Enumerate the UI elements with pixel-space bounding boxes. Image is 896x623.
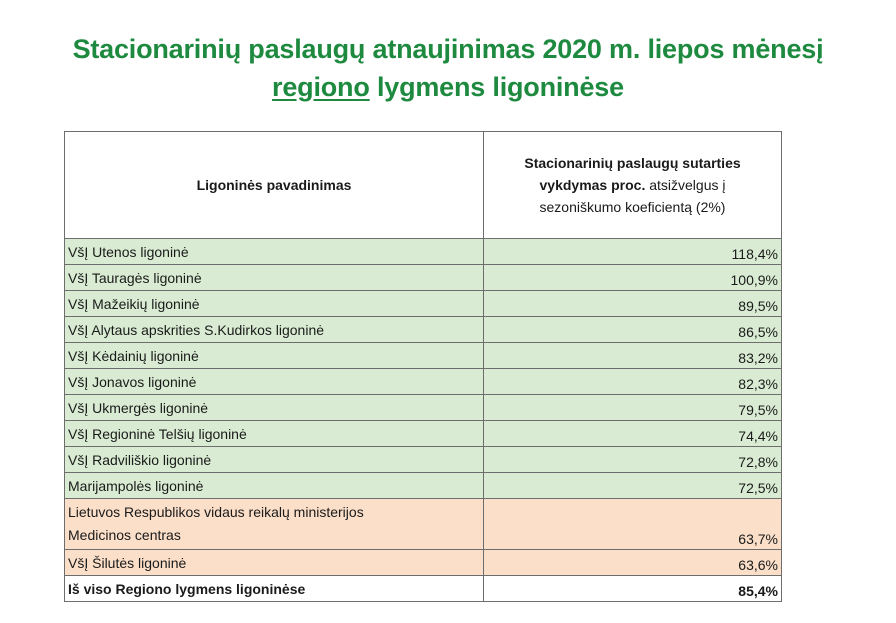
hospital-value: 63,6% xyxy=(484,550,782,576)
hospital-name: VšĮ Jonavos ligoninė xyxy=(65,369,484,395)
table-row xyxy=(65,550,782,576)
hospital-value: 74,4% xyxy=(484,421,782,447)
header-value-line-1: Stacionarinių paslaugų sutarties xyxy=(524,155,741,171)
hospital-name: VšĮ Utenos ligoninė xyxy=(65,239,484,265)
header-hospital-name: Ligoninės pavadinimas xyxy=(65,132,484,239)
title-underlined-word: regiono xyxy=(272,72,370,102)
table-row xyxy=(65,369,782,395)
table-row xyxy=(65,421,782,447)
hospital-name: VšĮ Radviliškio ligoninė xyxy=(65,447,484,473)
header-value-line-2-normal: atsižvelgus į xyxy=(645,177,726,193)
hospital-name: Marijampolės ligoninė xyxy=(65,473,484,499)
table-header-row xyxy=(65,132,782,239)
hospital-name: VšĮ Šilutės ligoninė xyxy=(65,550,484,576)
table-row xyxy=(65,239,782,265)
hospital-value: 118,4% xyxy=(484,239,782,265)
hospital-value: 79,5% xyxy=(484,395,782,421)
hospital-value: 72,5% xyxy=(484,473,782,499)
hospital-name-line-1: Lietuvos Respublikos vidaus reikalų ministerijos xyxy=(68,504,364,520)
hospital-value: 72,8% xyxy=(484,447,782,473)
hospital-value: 83,2% xyxy=(484,343,782,369)
hospital-value: 100,9% xyxy=(484,265,782,291)
hospital-value: 82,3% xyxy=(484,369,782,395)
table-row xyxy=(65,395,782,421)
hospital-name: VšĮ Ukmergės ligoninė xyxy=(65,395,484,421)
table-row xyxy=(65,291,782,317)
hospital-name: VšĮ Alytaus apskrities S.Kudirkos ligoninė xyxy=(65,317,484,343)
hospital-table xyxy=(64,131,782,602)
table-row xyxy=(65,317,782,343)
title-line-1: Stacionarinių paslaugų atnaujinimas 2020 m. liepos mėnesį xyxy=(72,34,824,64)
table-row xyxy=(65,447,782,473)
table-row xyxy=(65,499,782,550)
hospital-name: VšĮ Kėdainių ligoninė xyxy=(65,343,484,369)
header-contract-execution xyxy=(484,132,782,239)
title-line-2 xyxy=(0,68,896,106)
page-title xyxy=(0,30,896,106)
hospital-value: 63,7% xyxy=(484,499,782,550)
table-total-row xyxy=(65,576,782,602)
table-row xyxy=(65,473,782,499)
hospital-name: VšĮ Regioninė Telšių ligoninė xyxy=(65,421,484,447)
table-row xyxy=(65,343,782,369)
total-label: Iš viso Regiono lygmens ligoninėse xyxy=(65,576,484,602)
header-value-line-2-bold: vykdymas proc. xyxy=(539,177,646,193)
hospital-value: 89,5% xyxy=(484,291,782,317)
hospital-name xyxy=(65,499,484,550)
hospital-name-line-2: Medicinos centras xyxy=(68,527,181,543)
table-row xyxy=(65,265,782,291)
title-line-2-rest: lygmens ligoninėse xyxy=(369,72,624,102)
hospital-name: VšĮ Mažeikių ligoninė xyxy=(65,291,484,317)
header-value-line-3: sezoniškumo koeficientą (2%) xyxy=(539,199,726,215)
hospital-name: VšĮ Tauragės ligoninė xyxy=(65,265,484,291)
total-value: 85,4% xyxy=(484,576,782,602)
hospital-value: 86,5% xyxy=(484,317,782,343)
